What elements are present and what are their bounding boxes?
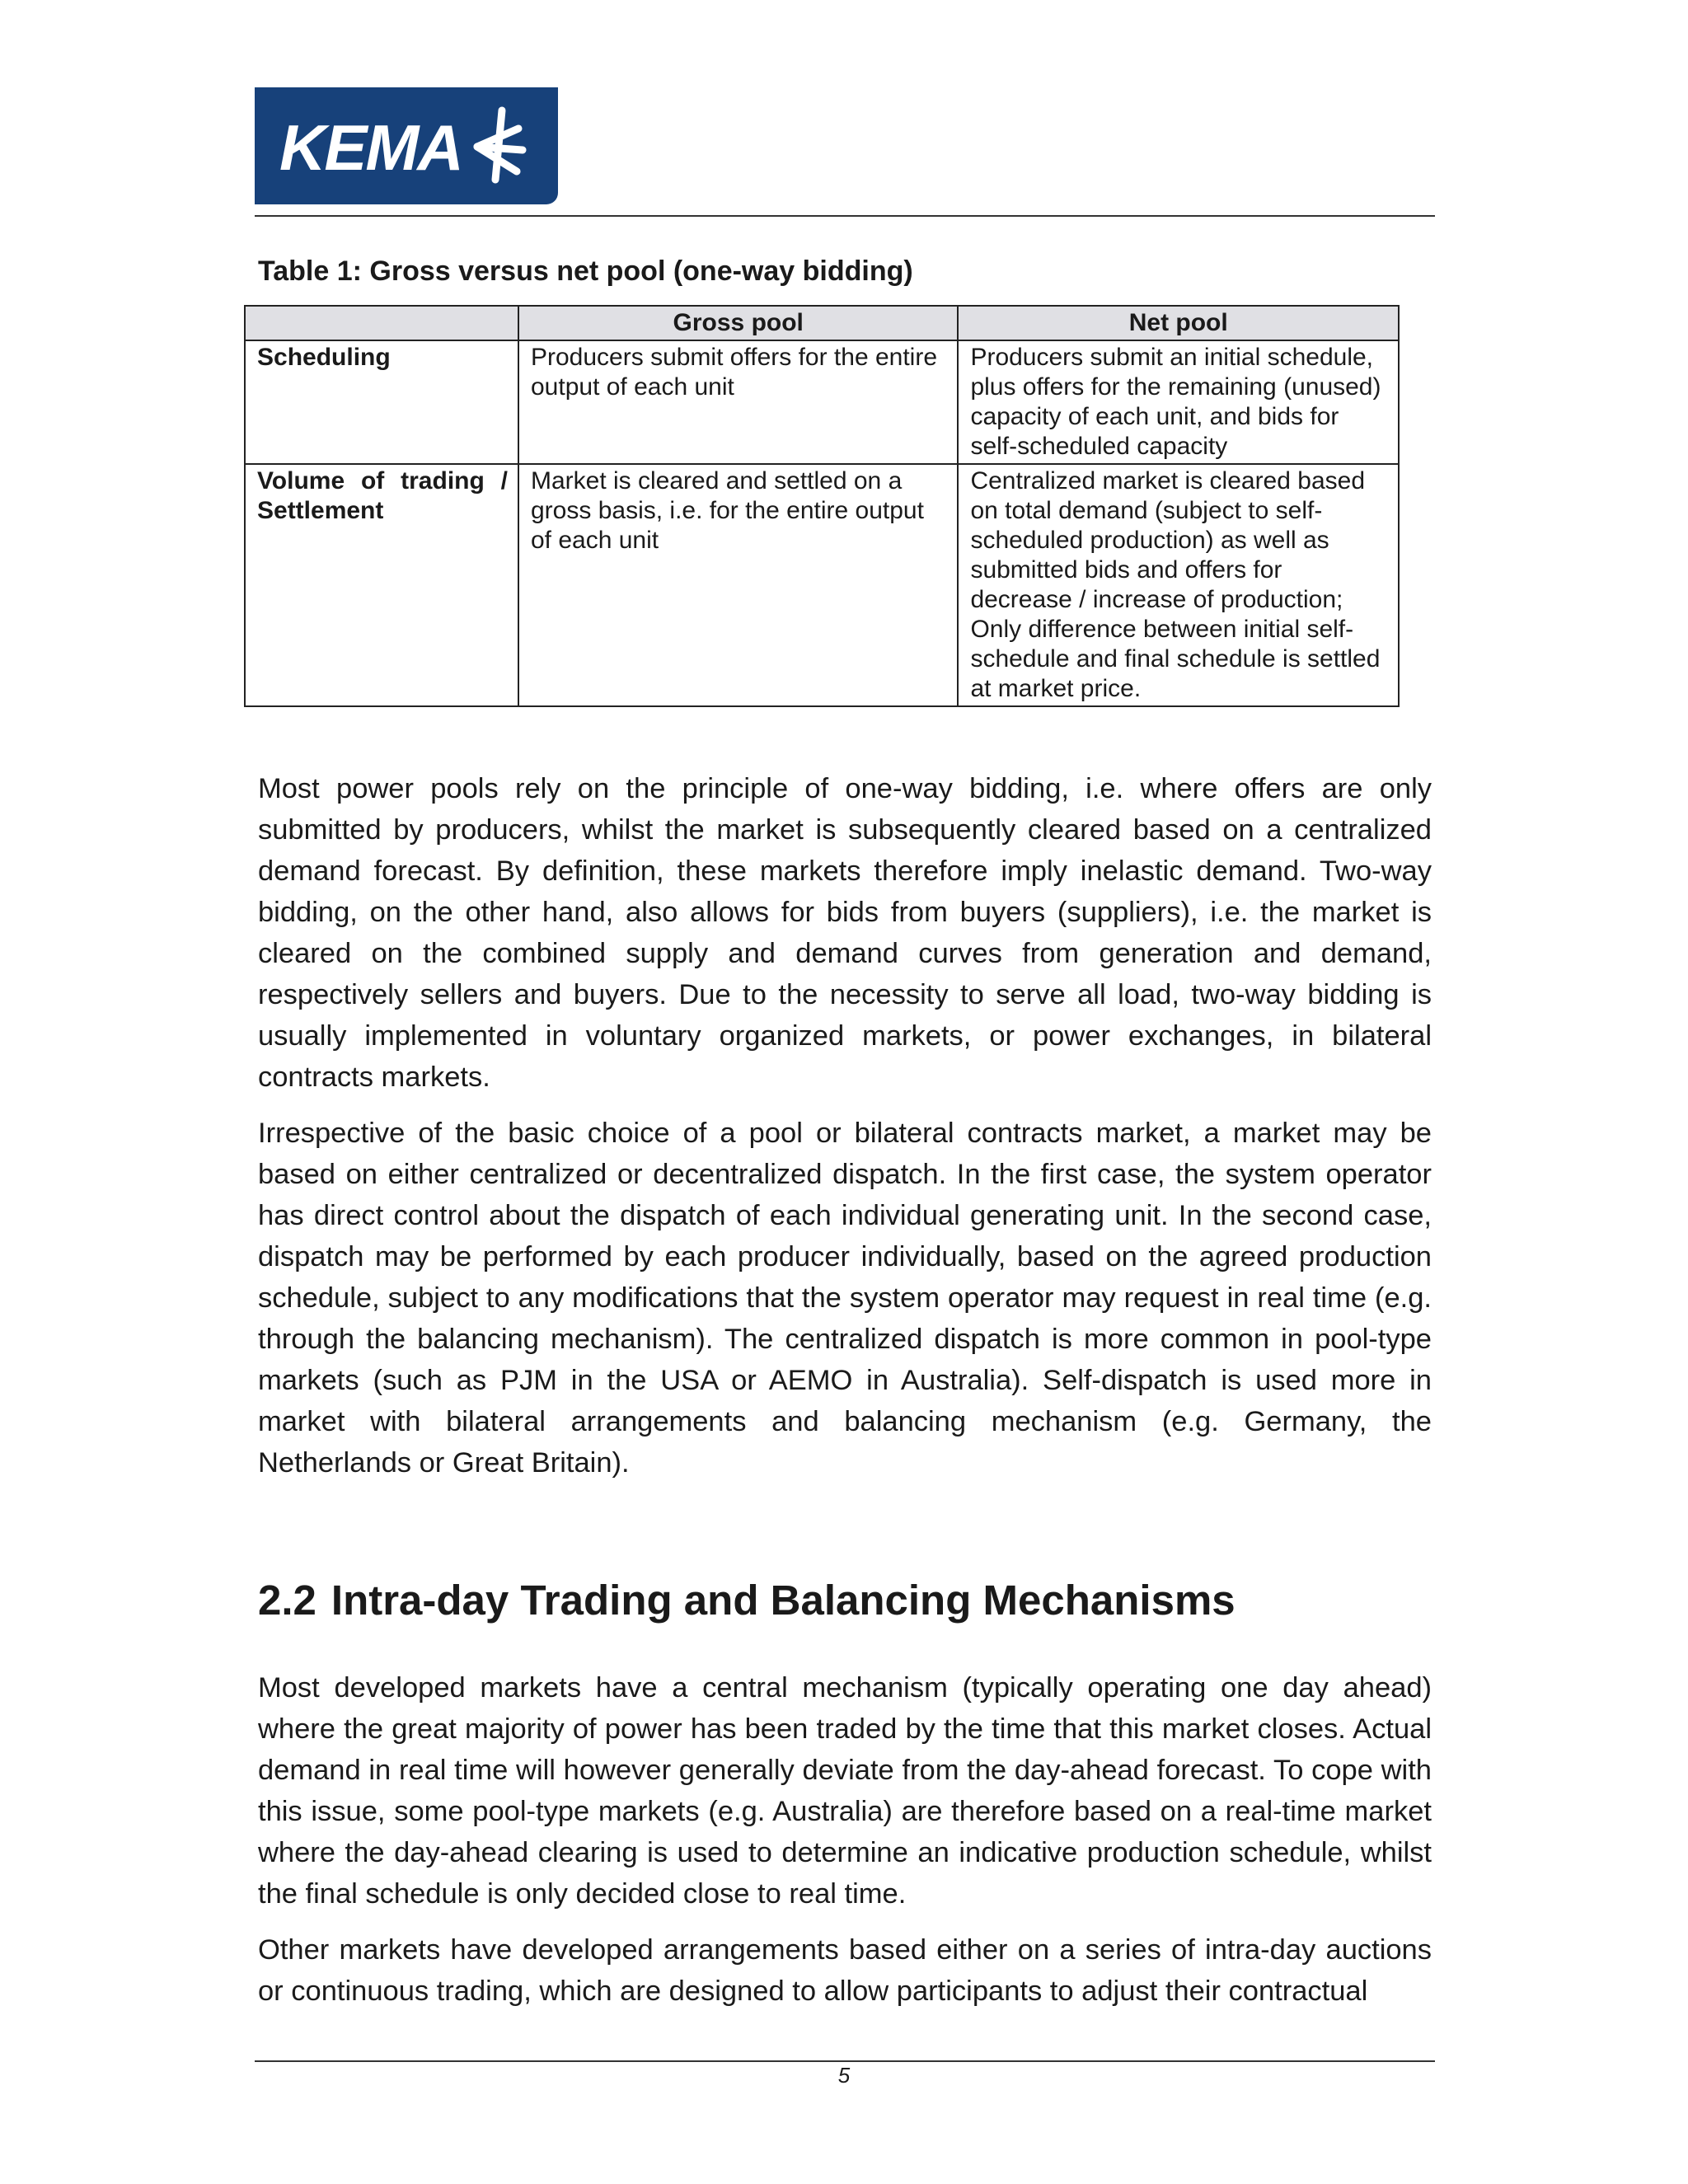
row-label-scheduling: Scheduling bbox=[245, 340, 518, 464]
cell-scheduling-net: Producers submit an initial schedule, plus offers for the remaining (unused) capacity of each unit, and bids for self-scheduled capacity bbox=[958, 340, 1399, 464]
paragraph-day-ahead: Most developed markets have a central mechanism (typically operating one day ahead) where the great majority of power has been traded by the time that this market closes. Actual demand in real time will however generally deviate from the day-ahead forecast. To cope with this issue, some pool-type markets (e.g. Australia) are therefore based on a real-time market where the day-ahead clearing is used to determine an indicative production schedule, whilst the final schedule is only decided close to real time. bbox=[258, 1672, 1432, 1910]
paragraph-one-way-bidding: Most power pools rely on the principle of one-way bidding, i.e. where offers are only submitted by producers, whilst the market is subsequently cleared based on a centralized demand forecast. By definition, these markets therefore imply inelastic demand. Two-way bidding, on the other hand, also allows for bids from buyers (suppliers), i.e. the market is cleared on the combined supply and demand curves from generation and demand, respectively sellers and buyers. Due to the necessity to serve all load, two-way bidding is usually implemented in voluntary organized markets, or power exchanges, in bilateral contracts markets. bbox=[258, 773, 1432, 1093]
comparison-table bbox=[244, 305, 1400, 707]
section-number: 2.2 bbox=[258, 1577, 316, 1624]
column-header-net-pool: Net pool bbox=[958, 306, 1399, 340]
table-row-volume-settlement bbox=[245, 464, 1399, 706]
kema-logo bbox=[255, 87, 558, 204]
header-rule bbox=[255, 215, 1435, 217]
row-label-volume-part2: Settlement bbox=[257, 497, 384, 524]
row-label-volume-part1: Volume of trading / bbox=[257, 467, 508, 494]
cell-scheduling-gross: Producers submit offers for the entire output of each unit bbox=[518, 340, 958, 464]
kema-logo-graphic bbox=[255, 87, 558, 204]
page-number: 5 bbox=[837, 2063, 851, 2088]
section-title: Intra-day Trading and Balancing Mechanisms bbox=[331, 1577, 1236, 1624]
section-heading bbox=[258, 1576, 1236, 1624]
kema-mark-icon bbox=[477, 110, 523, 180]
paragraph-dispatch: Irrespective of the basic choice of a pool or bilateral contracts market, a market may be based on either centralized or decentralized dispatch. In the first case, the system operator has direct control about the dispatch of each individual generating unit. In the second case, dispatch may be performed by each producer individually, based on the agreed production schedule, subject to any modifications that the system operator may request in real time (e.g. through the balancing mechanism). The centralized dispatch is more common in pool-type markets (such as PJM in the USA or AEMO in Australia). Self-dispatch is used more in market with bilateral arrangements and balancing mechanism (e.g. Germany, the Netherlands or Great Britain). bbox=[258, 1118, 1432, 1479]
cell-volume-net: Centralized market is cleared based on total demand (subject to self-scheduled production) as well as submitted bids and offers for decrease / increase of production; Only difference between initial self-schedule and final schedule is settled at market price. bbox=[958, 464, 1399, 706]
table-header-row bbox=[245, 306, 1399, 340]
cell-volume-gross: Market is cleared and settled on a gross basis, i.e. for the entire output of each unit bbox=[518, 464, 958, 706]
table-row-scheduling bbox=[245, 340, 1399, 464]
logo-wordmark: KEMA bbox=[279, 111, 462, 184]
column-header-empty bbox=[245, 306, 518, 340]
table-caption: Table 1: Gross versus net pool (one-way bidding) bbox=[258, 255, 913, 287]
column-header-gross-pool: Gross pool bbox=[518, 306, 958, 340]
footer-rule bbox=[255, 2060, 1435, 2062]
paragraph-intra-day: Other markets have developed arrangements based either on a series of intra-day auctions or continuous trading, which are designed to allow participants to adjust their contractual bbox=[258, 1934, 1432, 2007]
row-label-volume-settlement bbox=[245, 464, 518, 706]
